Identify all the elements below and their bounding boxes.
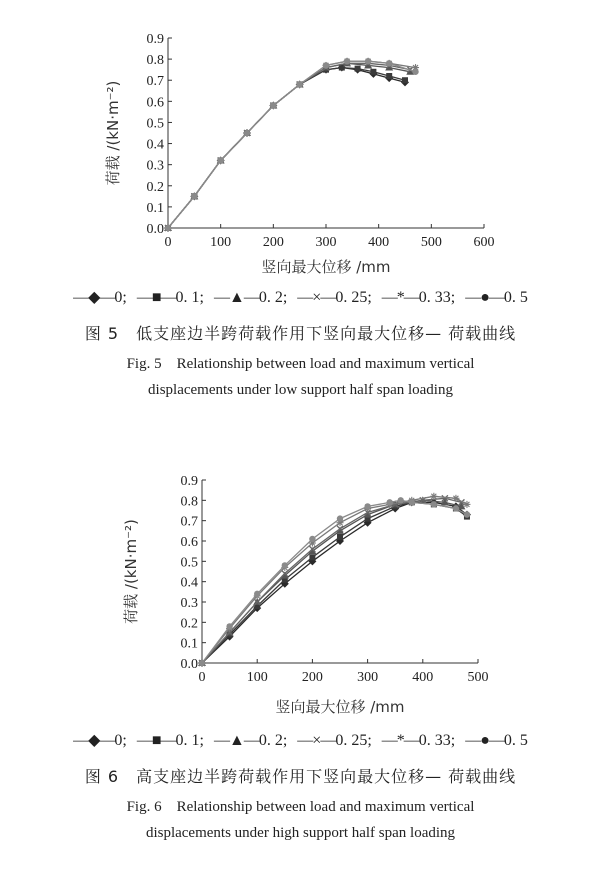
figure-5-legend: [0, 287, 601, 307]
data-point: [226, 623, 232, 629]
data-point: [165, 225, 171, 231]
data-point: [217, 157, 223, 163]
data-point: [463, 501, 470, 508]
x-tick-label: 0: [164, 235, 172, 250]
series-line: [168, 63, 410, 228]
legend-item: —●—0. 5: [465, 289, 528, 306]
data-point: [386, 60, 392, 66]
series-line: [168, 61, 416, 228]
legend-item: —*—0. 33;: [381, 289, 456, 306]
figure-6-caption-en-line1: Fig. 6 Relationship between load and maximum vertical: [126, 799, 475, 815]
data-point: [431, 501, 437, 507]
data-point: [364, 503, 370, 509]
x-axis-title: 竖向最大位移 /mm: [261, 258, 391, 276]
data-point: [270, 102, 276, 108]
series-line: [202, 496, 467, 663]
legend-item: —×—0. 25;: [297, 289, 372, 306]
data-point: [402, 77, 408, 83]
y-tick-label: 0.2: [146, 179, 164, 195]
figure-6-chart: [0, 440, 601, 730]
x-tick-label: 100: [246, 670, 268, 685]
data-point: [430, 493, 437, 500]
x-tick-label: 600: [473, 235, 495, 250]
y-tick-label: 0.3: [146, 158, 164, 174]
y-tick-label: 0.5: [180, 555, 198, 571]
data-point: [309, 536, 315, 542]
data-point: [344, 58, 350, 64]
y-tick-label: 0.4: [180, 575, 198, 591]
series-line: [168, 61, 416, 228]
y-tick-label: 0.0: [180, 657, 198, 672]
x-tick-label: 400: [412, 670, 434, 685]
y-tick-label: 0.3: [180, 596, 198, 611]
series-line: [168, 68, 405, 228]
figure-6-caption-en-line2: displacements under high support half span loading: [145, 825, 456, 841]
x-tick-label: 100: [210, 235, 232, 250]
legend-item: —●—0. 5: [465, 732, 528, 749]
x-tick-label: 200: [301, 670, 323, 685]
y-tick-label: 0.7: [180, 514, 198, 530]
legend-item: —■—0. 1;: [136, 732, 204, 749]
y-axis-title: 荷载 /(kN·m⁻²): [122, 519, 140, 624]
figure-5-caption-en-line2: displacements under low support half span loading: [148, 382, 453, 398]
data-point: [386, 499, 392, 505]
data-point: [370, 69, 376, 75]
data-point: [453, 505, 459, 511]
legend-item: —*—0. 33;: [381, 732, 456, 749]
figure-5-caption-cn: 图 5 低支座边半跨荷载作用下竖向最大位移— 荷载曲线: [84, 324, 517, 343]
y-tick-label: 0.8: [180, 494, 198, 510]
y-tick-label: 0.6: [180, 535, 198, 550]
y-tick-label: 0.9: [146, 32, 164, 47]
x-tick-label: 500: [420, 235, 442, 250]
y-axis-title: 荷载 /(kN·m⁻²): [104, 80, 122, 186]
y-tick-label: 0.2: [180, 616, 198, 632]
y-tick-label: 0.1: [180, 636, 198, 652]
data-point: [452, 495, 459, 502]
legend-item: —■—0. 1;: [136, 289, 204, 306]
y-tick-label: 0.5: [146, 116, 164, 132]
data-point: [199, 660, 205, 666]
x-tick-label: 400: [368, 235, 390, 250]
series-line: [168, 68, 405, 228]
data-point: [464, 511, 470, 517]
data-point: [296, 81, 302, 87]
x-tick-label: 200: [262, 235, 284, 250]
series-line: [202, 498, 461, 663]
legend-item: —◆—0;: [73, 732, 127, 749]
legend-item: —▲—0. 2;: [213, 289, 288, 306]
data-point: [412, 69, 418, 75]
x-axis-title: 竖向最大位移 /mm: [275, 698, 405, 716]
data-point: [398, 497, 404, 503]
legend-item: —◆—0;: [73, 289, 127, 306]
figure-6-legend: [0, 730, 601, 750]
data-point: [244, 130, 250, 136]
x-tick-label: 0: [198, 670, 206, 685]
legend-item: —▲—0. 2;: [213, 732, 288, 749]
data-point: [309, 554, 315, 560]
data-point: [409, 499, 415, 505]
series-line: [168, 63, 410, 228]
figure-6-caption-cn: 图 6 高支座边半跨荷载作用下竖向最大位移— 荷载曲线: [84, 767, 517, 786]
data-point: [191, 193, 197, 199]
data-point: [323, 62, 329, 68]
x-tick-label: 300: [357, 670, 379, 685]
x-tick-label: 300: [315, 235, 337, 250]
x-tick-label: 500: [467, 670, 489, 685]
data-point: [337, 515, 343, 521]
y-tick-label: 0.8: [146, 53, 164, 69]
data-point: [365, 58, 371, 64]
y-tick-label: 0.4: [146, 137, 164, 153]
data-point: [254, 591, 260, 597]
data-point: [282, 562, 288, 568]
y-tick-label: 0.9: [180, 474, 198, 489]
series-line: [202, 500, 467, 663]
y-tick-label: 0.7: [146, 74, 164, 90]
y-tick-label: 0.6: [146, 95, 164, 111]
y-tick-label: 0.1: [146, 200, 164, 216]
data-point: [386, 73, 392, 79]
figure-5-caption-en-line1: Fig. 5 Relationship between load and maximum vertical: [126, 356, 475, 372]
legend-item: —×—0. 25;: [297, 732, 372, 749]
data-point: [337, 534, 343, 540]
figure-5-chart: [0, 0, 601, 285]
data-point: [355, 66, 361, 72]
y-tick-label: 0.0: [146, 222, 164, 237]
